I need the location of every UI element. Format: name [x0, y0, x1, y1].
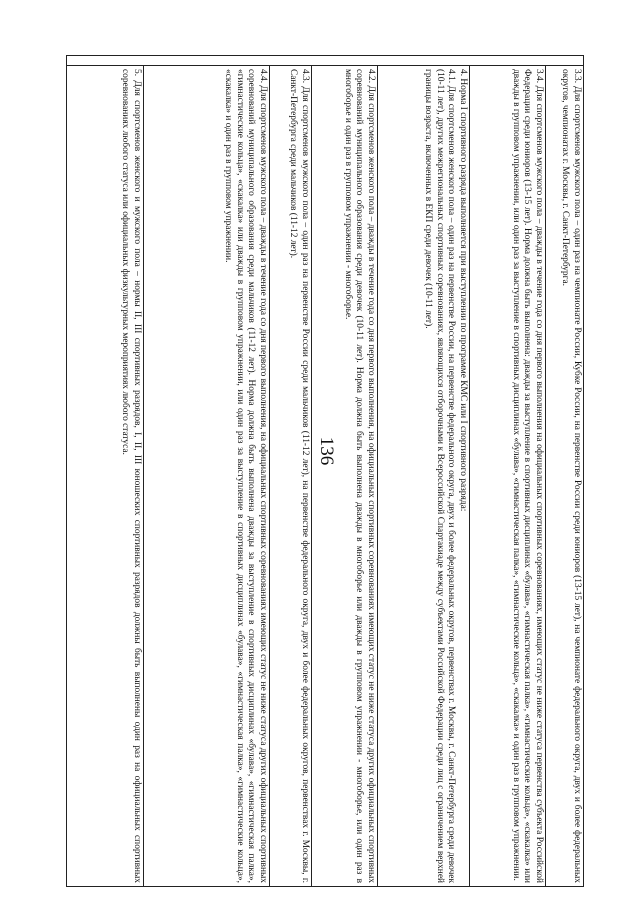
section-text: 4.1. Для спортсменов женского пола – один раз на первенстве России, на первенстве федерального округа, двух и более федеральных округов, первенствах г. Москвы, г. Санкт-Петербурга среди девочек (10-11 лет), других межрегиональных спортивных соревнованиях, являющихся отборочными к Всероссийской Спартакиаде между субъектами Российской Федерации среди лиц с ограничением верхней границы возраста, включенных в ЕКП среди девочек (10-11 лет).	[423, 69, 457, 883]
section-heading: 4. Норма I спортивного разряда выполняется при выступлении по программе КМС или I спортивного разряда:	[458, 69, 468, 512]
table-cells	[67, 66, 583, 886]
section-text: 4.2. Для спортсменов женского пола – дважды в течение года со дня первого выполнения, на официальных спортивных соревнованиях имеющих статус не ниже статуса других официальных спортивных соревнований муниципального образования среди девочек (10-11 лет). Норма должна быть выполнена дважды в многоборье или дважды в групповом упражнении - многоборье, или один раз в многоборье и один раз в групповом упражнении - многоборье.	[342, 69, 376, 883]
norms-table	[66, 55, 584, 887]
section-4	[377, 66, 469, 886]
section-3-4	[469, 66, 545, 886]
section-3-3	[545, 66, 583, 886]
section-text: 5. Для спортсменов женского и мужского пола – нормы II, III спортивных разрядов, I, II, III юношеских спортивных разрядов должны быть выполнены один раз на официальных спортивных соревнованиях любого статуса или официальных физкультурных мероприятиях любого статуса.	[120, 69, 142, 883]
section-4-3	[269, 66, 311, 886]
section-5	[65, 66, 143, 886]
section-4-4	[143, 66, 269, 886]
section-text: 3.3. Для спортсменов мужского пола – один раз на чемпионате России, Кубке России, на первенстве России среди юниоров (13-15 лет), на чемпионате федерального округа, двух и более федеральных округов, чемпионатах г. Москвы, г. Санкт-Петербурга.	[560, 69, 582, 883]
section-text: 4.4. Для спортсменов мужского пола – дважды в течение года со дня первого выполнения, на официальных спортивных соревнованиях имеющих статус не ниже статуса других официальных спортивных соревнований муниципального образования среди мальчиков (11-12 лет). Норма должна быть выполнена дважды за выступление в спортивных дисциплинах «булава», «гимнастическая палка», «гимнастические кольца», «скакалка» или дважды в групповом упражнении, или один раз за выступление в спортивных дисциплинах «булава», «гимнастическая палка», «гимнастические кольца», «скакалка» и один раз в групповом упражнении.	[223, 69, 268, 883]
rotated-page	[66, 55, 584, 887]
table-left-column	[67, 56, 583, 66]
section-text: 4.3. Для спортсменов мужского пола – один раз на первенстве России среди мальчиков (11-12 лет), на первенстве федерального округа, двух и более федеральных округов, первенствах г. Москвы, г. Санкт-Петербурга среди мальчиков (11-12 лет).	[288, 69, 310, 883]
page-number: 136	[316, 436, 337, 466]
section-4-2	[311, 66, 377, 886]
section-text: 3.4. Для спортсменов мужского пола – дважды в течение года со дня первого выполнения на официальных спортивных соревнованиях, имеющих статус не ниже статуса первенства субъекта Российской Федерации среди юниоров (13-15 лет). Норма должна быть выполнена: дважды за выступление в спортивных дисциплинах «булава», «гимнастическая палка», «гимнастические кольца», «скакалка» или дважды в групповом упражнении, или один раз за выступление в спортивных дисциплинах «булава», «гимнастическая палка», «гимнастические кольца», «скакалка» и один раз в групповом упражнении.	[510, 69, 544, 883]
